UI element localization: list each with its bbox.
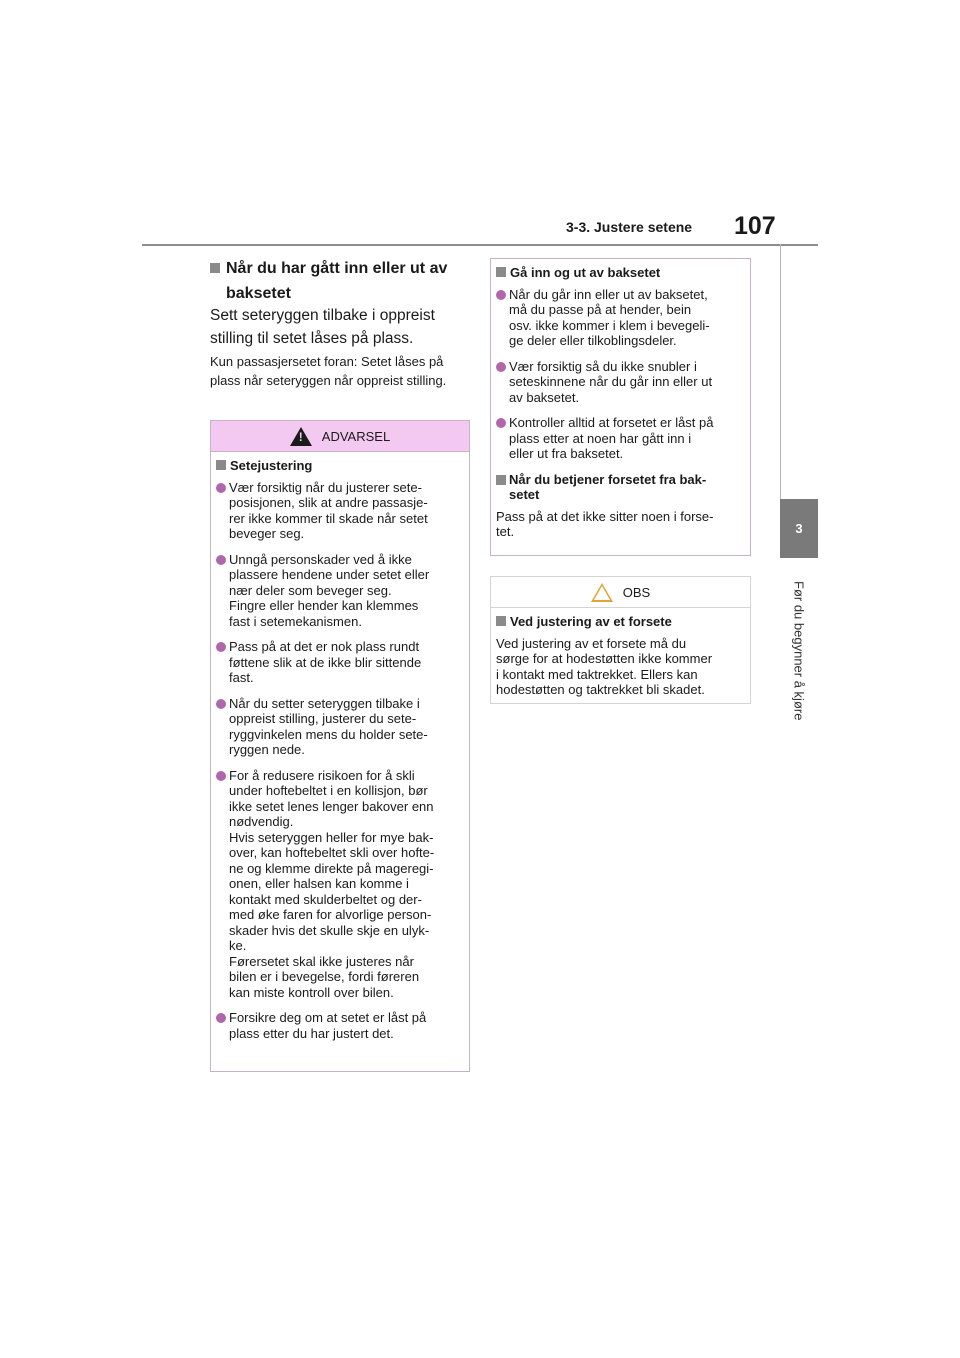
- list-item-text: Når du går inn eller ut av baksetet, må du passe på at hender, bein osv. ikke kommer i klem i bevegeli- ge deler eller tilkoblingsdeler.: [509, 286, 710, 348]
- notice-subheading: [496, 614, 745, 630]
- chapter-tab: [780, 499, 818, 558]
- list-item: [496, 359, 745, 406]
- continuation-subheading: [496, 265, 745, 281]
- main-heading-text: Når du har gått inn eller ut av baksetet: [226, 260, 448, 302]
- bullet-dot-icon: [216, 771, 226, 781]
- warning-triangle-icon: [290, 427, 312, 446]
- chapter-label: [756, 566, 842, 736]
- bullet-dot-icon: [216, 483, 226, 493]
- list-item: [496, 415, 745, 462]
- warning-header: [211, 421, 469, 452]
- warning-subheading-text: Setejustering: [230, 458, 313, 473]
- list-item-text: Pass på at det er nok plass rundt føttene slik at de ikke blir sittende fast.: [229, 639, 422, 685]
- warning-body: [211, 452, 469, 1057]
- main-heading: [210, 256, 488, 306]
- lead-paragraph: Sett seteryggen tilbake i oppreist stilling til setet låses på plass.: [210, 307, 435, 347]
- continuation-subheading-text: Gå inn og ut av baksetet: [510, 265, 661, 280]
- bullet-dot-icon: [496, 418, 506, 428]
- notice-title: OBS: [622, 584, 651, 600]
- header-rule: [142, 244, 818, 246]
- square-bullet-icon: [496, 616, 506, 626]
- square-bullet-icon: [210, 263, 220, 273]
- continuation-subheading-text: Når du betjener forsetet fra bak- setet: [509, 471, 707, 502]
- warning-box: [210, 420, 470, 1072]
- warning-subheading: [216, 458, 464, 474]
- page-number: 107: [734, 212, 776, 240]
- list-item-text: Vær forsiktig så du ikke snubler i seteskinnene når du går inn eller ut av baksetet.: [509, 358, 713, 405]
- list-item: [216, 552, 464, 630]
- list-item: [216, 1010, 464, 1041]
- section-title: 3-3. Justere setene: [566, 219, 693, 235]
- bullet-dot-icon: [216, 1013, 226, 1023]
- list-item-text: Kontroller alltid at forsetet er låst på plass etter at noen har gått inn i eller ut fra baksetet.: [509, 415, 714, 461]
- warning-continuation-box: [490, 258, 751, 556]
- notice-box: [490, 576, 751, 704]
- list-item: [216, 696, 464, 758]
- warning-continuation-body: [491, 259, 750, 552]
- list-item-text: For å redusere risikoen for å skli under hoftebeltet i en kollisjon, bør ikke setet lenes lenger bakover enn nødvendig. Hvis seteryggen heller for mye bak- over, kan hoftebeltet skli over hofte- ne og klemme direkte på mageregi- onen, eller halsen kan komme i kontakt med skulderbeltet og der- med øke faren for alvorlige person- skader hvis det skulle skje en ulyk- ke. Førersetet skal ikke justeres når bilen er i bevegelse, fordi føreren kan miste kontroll over bilen.: [229, 767, 435, 1000]
- continuation-subheading: [496, 472, 745, 503]
- notice-header: [491, 577, 750, 608]
- chapter-number: 3: [795, 521, 803, 536]
- chapter-label-text: Før du begynner å kjøre: [791, 581, 807, 721]
- bullet-dot-icon: [216, 699, 226, 709]
- tab-divider: [780, 244, 781, 499]
- list-item: [496, 287, 745, 349]
- bullet-dot-icon: [496, 362, 506, 372]
- list-item: [216, 639, 464, 686]
- square-bullet-icon: [496, 267, 506, 277]
- note-paragraph: Kun passasjersetet foran: Setet låses på plass når seteryggen når oppreist stilling.: [210, 354, 447, 388]
- list-item-text: Vær forsiktig når du justerer sete- posisjonen, slik at andre passasje- rer ikke kommer til skade når setet beveger seg.: [229, 479, 428, 541]
- notice-body: [491, 608, 750, 710]
- bullet-dot-icon: [216, 642, 226, 652]
- warning-title: ADVARSEL: [321, 428, 391, 444]
- list-item: [216, 768, 464, 1001]
- list-item-text: Unngå personskader ved å ikke plassere hendene under setet eller nær deler som beveger seg. Fingre eller hender kan klemmes fast i setemekanismen.: [229, 551, 430, 629]
- continuation-paragraph: Pass på at det ikke sitter noen i forse- tet.: [496, 508, 714, 539]
- notice-subheading-text: Ved justering av et forsete: [510, 614, 672, 629]
- list-item-text: Når du setter seteryggen tilbake i oppreist stilling, justerer du sete- ryggvinkelen mens du holder sete- ryggen nede.: [229, 695, 428, 757]
- bullet-dot-icon: [496, 290, 506, 300]
- square-bullet-icon: [496, 475, 506, 485]
- caution-triangle-icon: [591, 583, 613, 602]
- list-item: [216, 480, 464, 542]
- square-bullet-icon: [216, 460, 226, 470]
- list-item-text: Forsikre deg om at setet er låst på plass etter du har justert det.: [229, 1010, 427, 1041]
- notice-paragraph: Ved justering av et forsete må du sørge for at hodestøtten ikke kommer i kontakt med taktrekket. Ellers kan hodestøtten og taktrekket bli skadet.: [496, 635, 713, 697]
- bullet-dot-icon: [216, 555, 226, 565]
